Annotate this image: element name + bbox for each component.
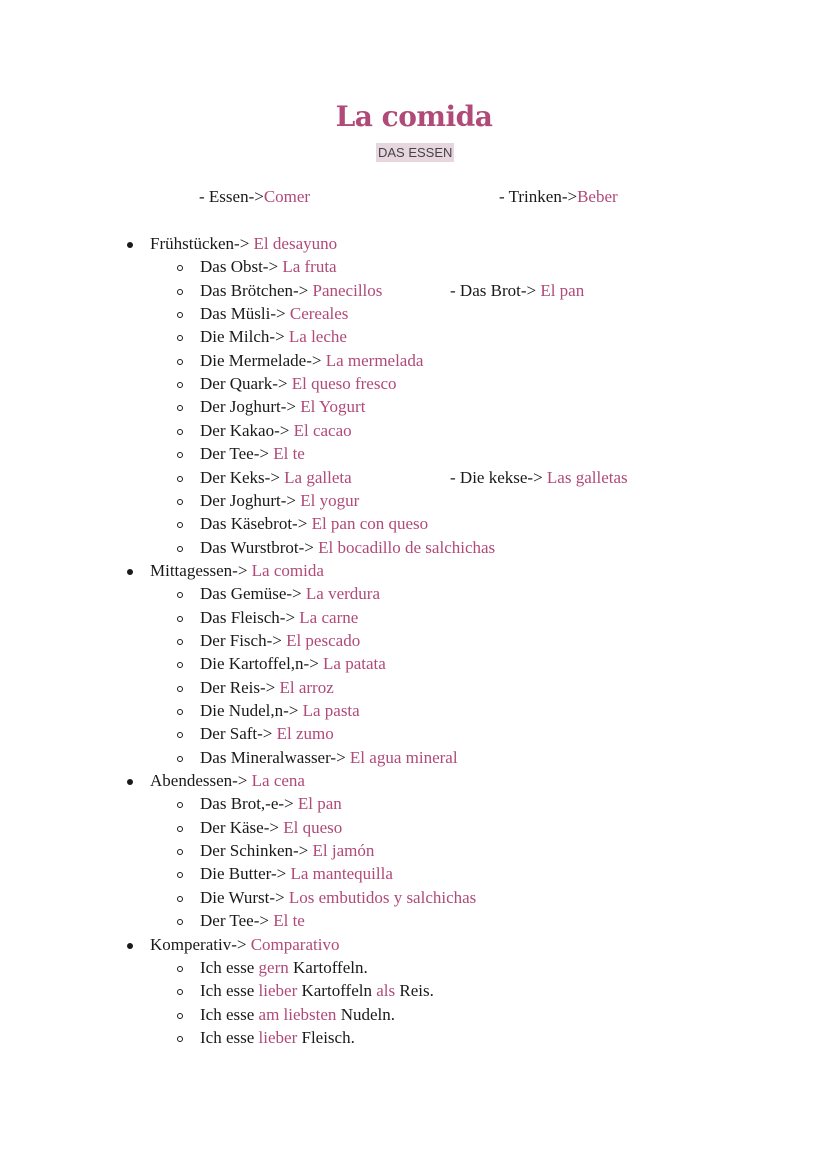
item-circle: [177, 826, 183, 832]
item-de: Der Käse->: [200, 817, 284, 837]
item-es: Cereales: [289, 304, 349, 324]
comparative-sentence: [200, 1005, 395, 1025]
vocab-item: [200, 351, 423, 371]
item-es: Los embutidos y salchichas: [288, 887, 477, 907]
item-de: Der Kakao->: [200, 420, 294, 440]
item-circle: [177, 896, 183, 902]
item-circle: [177, 405, 183, 411]
item-circle: [177, 732, 183, 738]
vocab-item: [200, 374, 397, 394]
comparative-keyword: gern: [258, 957, 289, 977]
item-de: Der Joghurt->: [200, 397, 301, 417]
vocab-item: [200, 794, 342, 814]
page-subtitle: DAS ESSEN: [378, 145, 453, 160]
item-circle: [177, 1036, 183, 1042]
item-es: El cacao: [293, 420, 352, 440]
vocab-item: [200, 304, 348, 324]
sentence-part: Fleisch.: [297, 1027, 355, 1047]
item-de: Die Mermelade->: [200, 350, 326, 370]
vocab-item: [200, 327, 347, 347]
vocab-item: [200, 748, 458, 768]
item-es: La patata: [323, 654, 386, 674]
vocab-item: [200, 468, 352, 488]
item-circle: [177, 802, 183, 808]
item-circle: [177, 1013, 183, 1019]
item-de: Die Milch->: [200, 327, 289, 347]
sentence-part: Kartoffeln.: [288, 957, 368, 977]
item-circle: [177, 849, 183, 855]
item-es: El queso fresco: [291, 374, 397, 394]
item-es: El queso: [283, 817, 343, 837]
item-de: Der Quark->: [200, 374, 292, 394]
item-circle: [177, 919, 183, 925]
item-circle: [177, 546, 183, 552]
item-es: El pescado: [286, 630, 361, 650]
item-circle: [177, 756, 183, 762]
item-es: La mermelada: [325, 350, 424, 370]
vocab-item: [200, 281, 382, 301]
comparative-sentence: [200, 981, 434, 1001]
item-circle: [177, 452, 183, 458]
item-circle: [177, 499, 183, 505]
item-es: El zumo: [276, 724, 334, 744]
item-de: Das Brötchen->: [200, 280, 313, 300]
comparative-keyword: lieber: [258, 981, 298, 1001]
sentence-part: Kartoffeln: [297, 981, 377, 1001]
item-de: Das Obst->: [200, 257, 283, 277]
item-circle: [177, 966, 183, 972]
item-de: Der Fisch->: [200, 630, 287, 650]
vocab-item: [200, 608, 358, 628]
item-es: El pan: [297, 794, 342, 814]
item-circle: [177, 265, 183, 271]
vocab-item: [200, 444, 305, 464]
vocab-item: [200, 397, 365, 417]
sentence-part: Ich esse: [200, 981, 259, 1001]
section-es: Comparativo: [250, 934, 340, 954]
item-circle: [177, 382, 183, 388]
item-circle: [177, 616, 183, 622]
item-de: - Das Brot->: [450, 280, 541, 300]
vocab-item: [200, 631, 360, 651]
section-heading: [150, 234, 337, 254]
item-de: Das Mineralwasser->: [200, 747, 350, 767]
item-es: El Yogurt: [300, 397, 366, 417]
item-circle: [177, 686, 183, 692]
comparative-keyword: lieber: [258, 1027, 298, 1047]
item-de: Der Saft->: [200, 724, 277, 744]
comparative-sentence: [200, 958, 368, 978]
vocab-item: [200, 841, 374, 861]
item-es: La pasta: [302, 701, 360, 720]
sentence-part: Ich esse: [200, 1004, 259, 1024]
item-es: El pan: [540, 280, 585, 300]
section-de: Mittagessen->: [150, 560, 252, 580]
section-es: La comida: [251, 560, 324, 580]
item-es: El pan con queso: [311, 514, 429, 534]
item-circle: [177, 312, 183, 318]
item-circle: [177, 639, 183, 645]
item-es: El yogur: [300, 490, 360, 510]
vocab-item: [200, 584, 380, 604]
item-de: Die Wurst->: [200, 887, 289, 907]
item-de: Die Butter->: [200, 864, 291, 884]
vocab-item: [200, 678, 334, 698]
vocab-item: [200, 911, 305, 931]
section-es: El desayuno: [253, 234, 338, 253]
vocab-item-extra: [450, 468, 628, 488]
section-es: La cena: [251, 771, 305, 791]
verb-es: Beber: [577, 187, 618, 206]
section-bullet: [127, 943, 133, 949]
item-es: La mantequilla: [290, 864, 393, 884]
verb-essen: [199, 187, 310, 207]
item-de: - Die kekse->: [450, 467, 547, 487]
item-de: Der Tee->: [200, 444, 274, 464]
section-bullet: [127, 569, 133, 575]
item-circle: [177, 476, 183, 482]
verb-de: - Essen->: [199, 187, 264, 206]
item-es: La verdura: [305, 584, 380, 604]
sentence-part: Ich esse: [200, 957, 259, 977]
item-es: Panecillos: [312, 280, 383, 300]
item-es: La fruta: [282, 257, 337, 277]
item-es: Las galletas: [546, 467, 628, 487]
item-de: Das Gemüse->: [200, 584, 306, 604]
item-circle: [177, 709, 183, 715]
page-title: La comida: [335, 100, 493, 133]
item-es: La leche: [288, 327, 347, 347]
vocab-item: [200, 724, 334, 744]
item-circle: [177, 872, 183, 878]
item-de: Der Reis->: [200, 677, 280, 697]
vocab-item: [200, 514, 428, 534]
section-de: Komperativ->: [150, 934, 251, 954]
vocab-item: [200, 654, 386, 674]
section-bullet: [127, 779, 133, 785]
vocab-item: [200, 538, 495, 558]
item-circle: [177, 989, 183, 995]
section-heading: [150, 561, 324, 581]
comparative-sentence: [200, 1028, 355, 1048]
item-circle: [177, 592, 183, 598]
item-de: Der Joghurt->: [200, 490, 301, 510]
section-de: Abendessen->: [150, 771, 252, 791]
item-es: El arroz: [279, 677, 334, 697]
item-de: Der Tee->: [200, 911, 274, 931]
verb-de: - Trinken->: [499, 187, 578, 206]
section-de: Frühstücken->: [150, 234, 254, 253]
section-bullet: [127, 242, 133, 248]
vocab-item: [200, 491, 359, 511]
section-heading: [150, 771, 305, 791]
vocab-item: [200, 421, 352, 441]
item-es: El agua mineral: [349, 747, 458, 767]
item-circle: [177, 429, 183, 435]
section-heading: [150, 935, 339, 955]
vocab-item: [200, 257, 337, 277]
item-de: Das Brot,-e->: [200, 794, 298, 814]
item-de: Der Keks->: [200, 467, 285, 487]
item-de: Der Schinken->: [200, 841, 313, 861]
item-circle: [177, 522, 183, 528]
item-de: Die Nudel,n->: [200, 701, 303, 720]
item-es: El te: [273, 911, 305, 931]
item-de: Das Käsebrot->: [200, 514, 312, 534]
vocab-item: [200, 701, 360, 721]
item-de: Das Müsli->: [200, 304, 290, 324]
item-es: La carne: [299, 607, 359, 627]
sentence-part: Ich esse: [200, 1027, 259, 1047]
item-circle: [177, 662, 183, 668]
item-de: Das Fleisch->: [200, 607, 300, 627]
vocab-item: [200, 864, 393, 884]
comparative-keyword: am liebsten: [258, 1004, 337, 1024]
vocab-item: [200, 888, 476, 908]
item-de: Das Wurstbrot->: [200, 537, 319, 557]
item-es: La galleta: [284, 467, 352, 487]
sentence-part: Nudeln.: [336, 1004, 395, 1024]
sentence-part: Reis.: [395, 981, 434, 1001]
item-es: El bocadillo de salchichas: [318, 537, 496, 557]
verb-es: Comer: [263, 187, 311, 206]
item-circle: [177, 359, 183, 365]
vocab-item: [200, 818, 342, 838]
vocab-item-extra: [450, 281, 584, 301]
item-es: El te: [273, 444, 305, 464]
item-circle: [177, 335, 183, 341]
item-es: El jamón: [312, 841, 375, 861]
comparative-keyword: als: [376, 981, 396, 1001]
item-de: Die Kartoffel,n->: [200, 654, 324, 674]
verb-trinken: [499, 187, 618, 207]
item-circle: [177, 289, 183, 295]
